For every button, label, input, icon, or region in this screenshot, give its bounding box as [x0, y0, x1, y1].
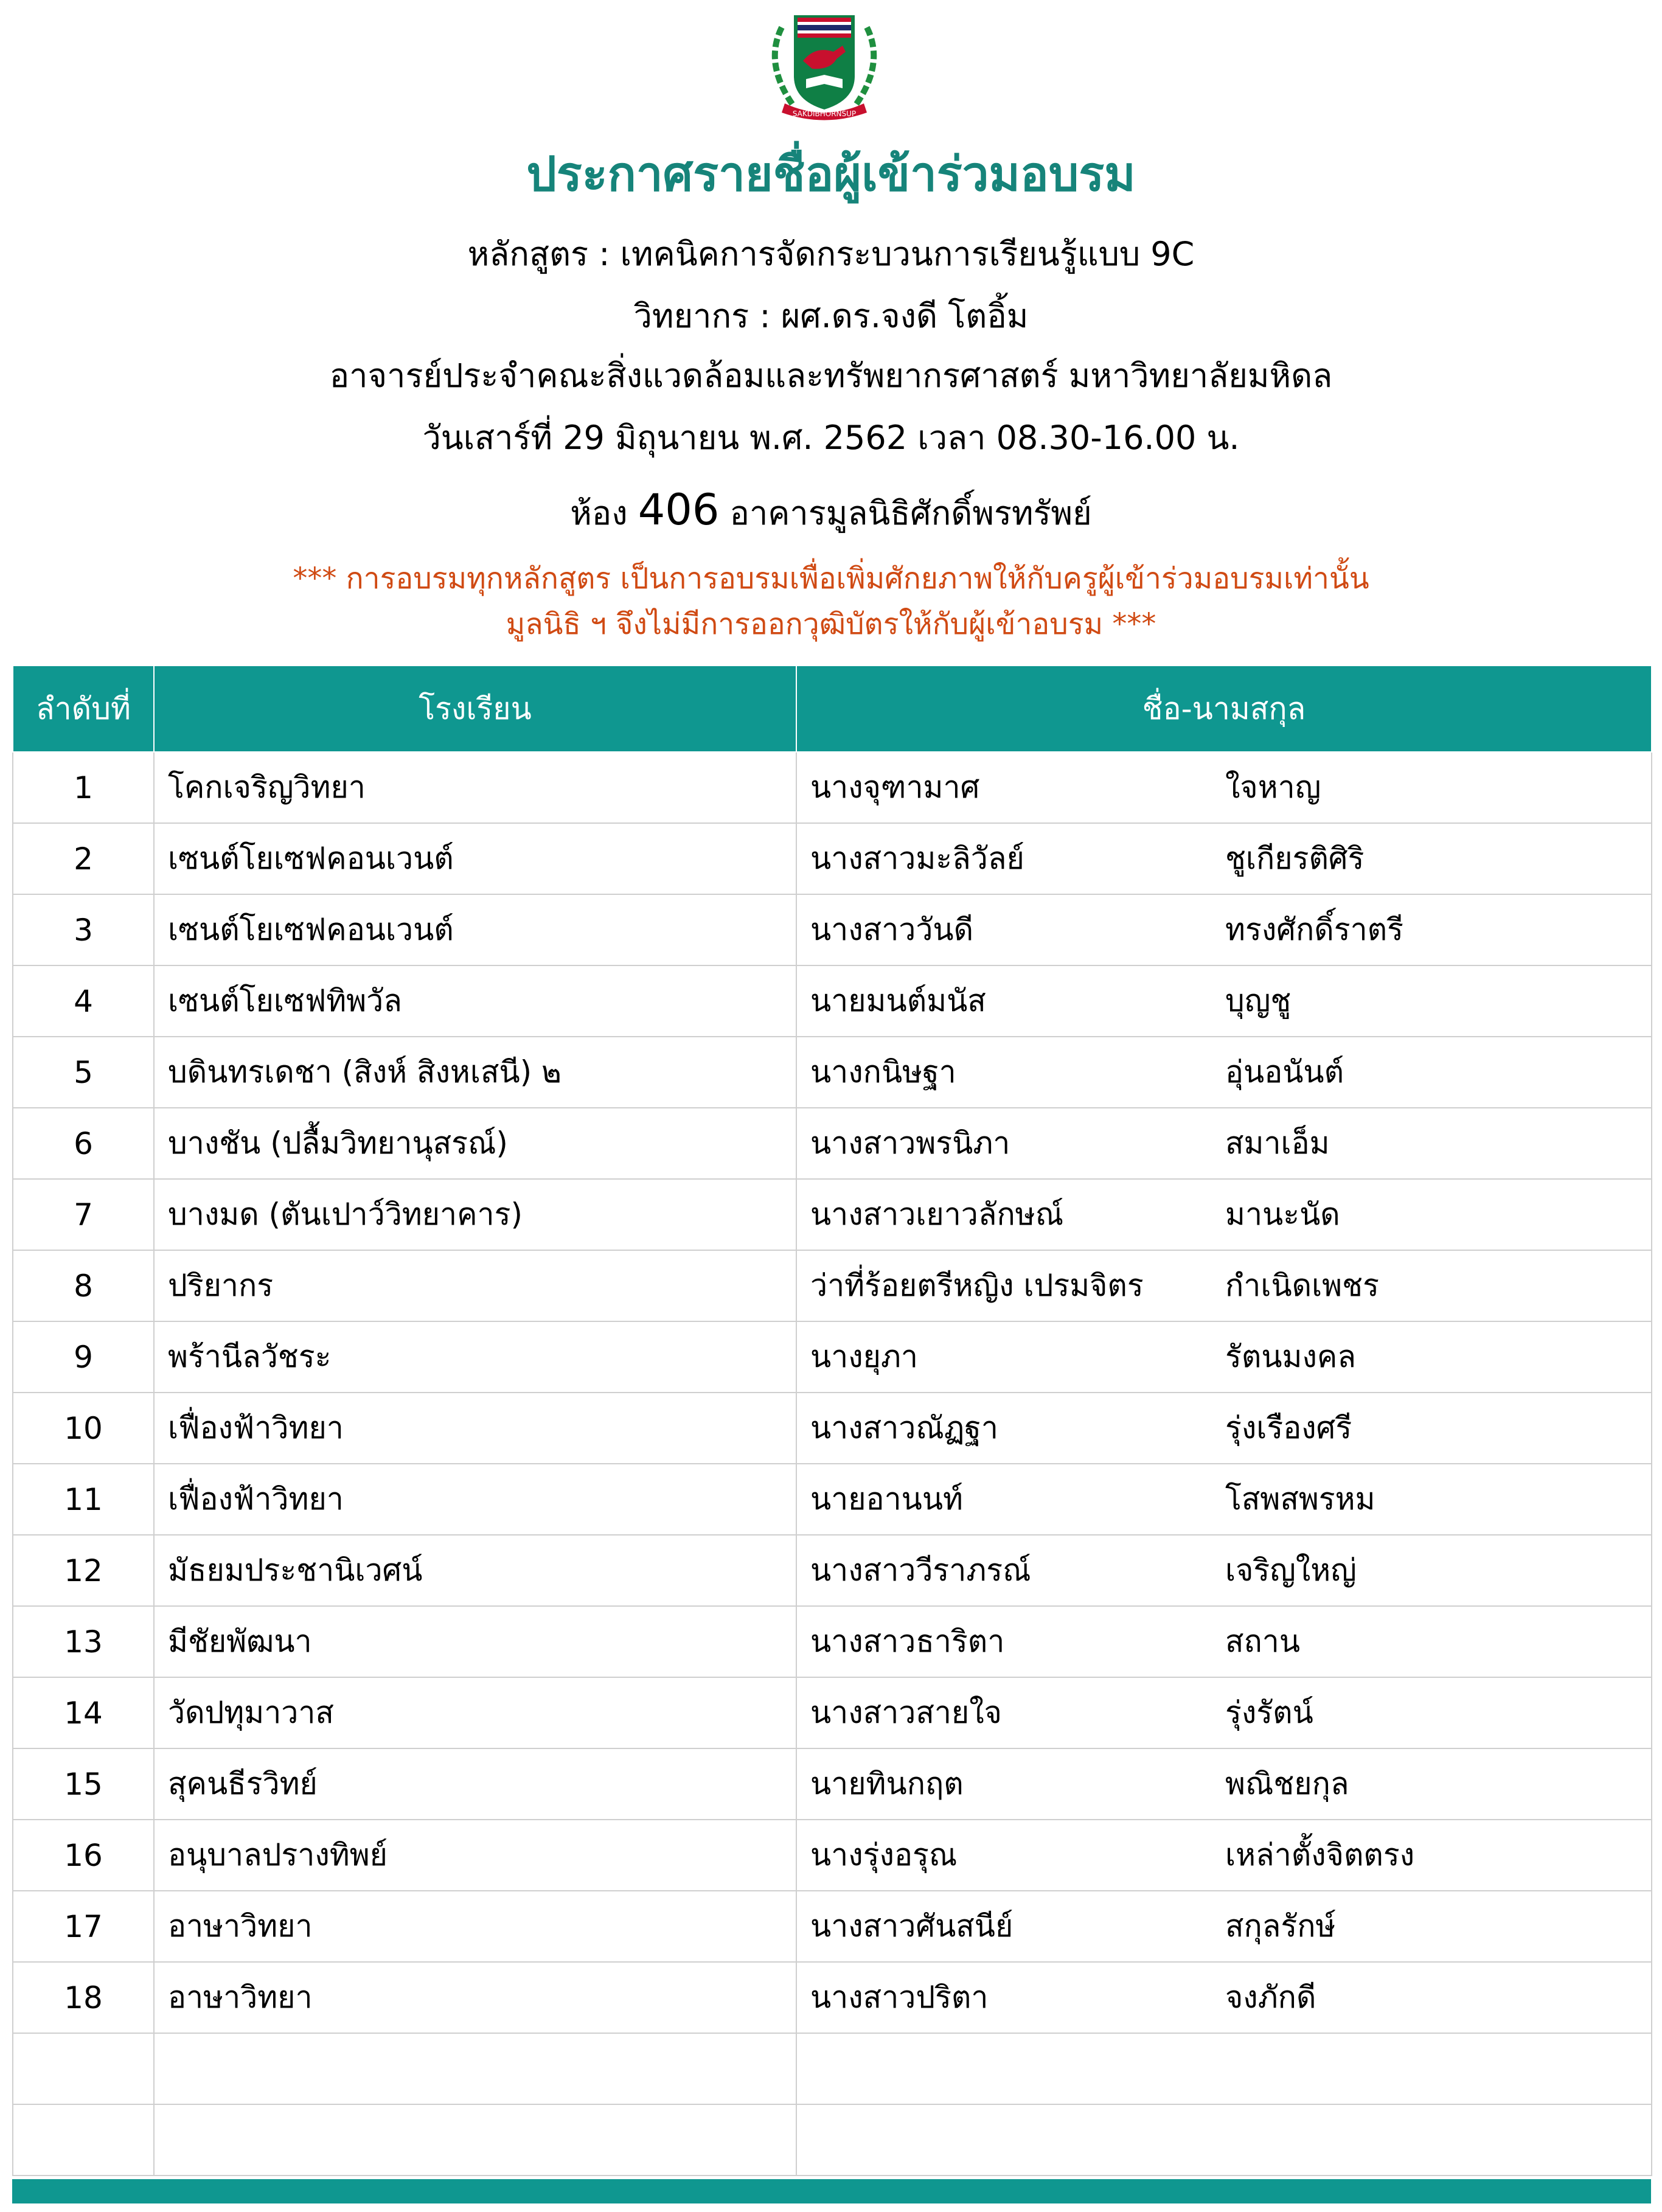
table-row — [13, 894, 1652, 965]
empty-cell — [13, 2104, 154, 2175]
empty-row — [13, 2033, 1652, 2104]
row-number: 10 — [13, 1393, 154, 1464]
empty-cell — [154, 2033, 796, 2104]
school-name: วัดปทุมาวาส — [154, 1677, 796, 1748]
note-line-2: มูลนิธิ ฯ จึงไม่มีการออกวุฒิบัตรให้กับผู้เข้าอบรม *** — [506, 607, 1156, 641]
first-name: นายทินกฤต — [810, 1766, 964, 1801]
row-number: 4 — [13, 965, 154, 1037]
school-name: เซนต์โยเซฟคอนเวนต์ — [154, 894, 796, 965]
foundation-logo — [757, 3, 891, 125]
last-name: ทรงศักดิ์ราตรี — [1225, 912, 1403, 947]
school-name: ปริยากร — [154, 1250, 796, 1321]
table-row — [13, 1535, 1652, 1606]
row-number: 14 — [13, 1677, 154, 1748]
table-row — [13, 823, 1652, 894]
last-name: ใจหาญ — [1225, 770, 1321, 805]
last-name: โสพสพรหม — [1225, 1481, 1375, 1517]
header-name: ชื่อ-นามสกุล — [796, 666, 1652, 752]
table-row — [13, 1962, 1652, 2033]
table-row — [13, 1250, 1652, 1321]
first-name: นางจุฑามาศ — [810, 770, 980, 805]
speaker-line: วิทยากร : ผศ.ดร.จงดี โตอิ้ม — [633, 297, 1029, 335]
row-number: 2 — [13, 823, 154, 894]
room-prefix: ห้อง — [570, 494, 628, 532]
school-name: สุคนธีรวิทย์ — [154, 1748, 796, 1820]
participant-name — [796, 823, 1652, 894]
first-name: นางสาวธาริตา — [810, 1624, 1005, 1659]
last-name: รุ่งรัตน์ — [1225, 1695, 1313, 1730]
school-name: อาษาวิทยา — [154, 1891, 796, 1962]
table-row — [13, 1037, 1652, 1108]
first-name: นางรุ่งอรุณ — [810, 1837, 958, 1873]
table-row — [13, 752, 1652, 823]
last-name: ชูเกียรติศิริ — [1225, 841, 1365, 876]
room-number: 406 — [638, 485, 720, 535]
bottom-bar — [12, 2179, 1651, 2203]
last-name: สมาเอ็ม — [1225, 1125, 1330, 1161]
first-name: ว่าที่ร้อยตรีหญิง เปรมจิตร — [810, 1268, 1144, 1303]
row-number: 12 — [13, 1535, 154, 1606]
last-name: กำเนิดเพชร — [1225, 1268, 1379, 1303]
school-name: บดินทรเดชา (สิงห์ สิงหเสนี) ๒ — [154, 1037, 796, 1108]
last-name: สถาน — [1225, 1624, 1301, 1659]
row-number: 18 — [13, 1962, 154, 2033]
table-row — [13, 1108, 1652, 1179]
first-name: นางสาวเยาวลักษณ์ — [810, 1197, 1064, 1232]
first-name: นางสาววีราภรณ์ — [810, 1553, 1031, 1588]
table-row — [13, 1321, 1652, 1393]
table-row — [13, 1393, 1652, 1464]
last-name: บุญชู — [1225, 983, 1292, 1018]
last-name: อุ่นอนันต์ — [1225, 1054, 1344, 1090]
participant-name — [796, 1250, 1652, 1321]
participant-name — [796, 1820, 1652, 1891]
empty-cell — [796, 2033, 1652, 2104]
note-line-1: *** การอบรมทุกหลักสูตร เป็นการอบรมเพื่อเพิ่มศักยภาพให้กับครูผู้เข้าร่วมอบรมเท่านั้น — [293, 562, 1369, 596]
first-name: นางสาวมะลิวัลย์ — [810, 841, 1024, 876]
last-name: จงภักดี — [1225, 1980, 1316, 2015]
participant-name — [796, 1108, 1652, 1179]
row-number: 17 — [13, 1891, 154, 1962]
school-name: เซนต์โยเซฟคอนเวนต์ — [154, 823, 796, 894]
school-name: อนุบาลปรางทิพย์ — [154, 1820, 796, 1891]
row-number: 6 — [13, 1108, 154, 1179]
participant-name — [796, 1393, 1652, 1464]
last-name: สกุลรักษ์ — [1225, 1908, 1336, 1944]
school-name: เฟื่องฟ้าวิทยา — [154, 1393, 796, 1464]
header-school: โรงเรียน — [154, 666, 796, 752]
empty-row — [13, 2104, 1652, 2175]
empty-cell — [13, 2033, 154, 2104]
table-row — [13, 1677, 1652, 1748]
school-name: เซนต์โยเซฟทิพวัล — [154, 965, 796, 1037]
table-row — [13, 1891, 1652, 1962]
row-number: 13 — [13, 1606, 154, 1677]
row-number: 11 — [13, 1464, 154, 1535]
last-name: รัตนมงคล — [1225, 1339, 1356, 1374]
room-line — [0, 487, 1662, 534]
row-number: 9 — [13, 1321, 154, 1393]
school-name: บางชัน (ปลื้มวิทยานุสรณ์) — [154, 1108, 796, 1179]
first-name: นางสาวปริตา — [810, 1980, 989, 2015]
logo-text: SAKDIBHORNSUP — [792, 110, 857, 118]
last-name: เหล่าตั้งจิตตรง — [1225, 1837, 1415, 1873]
school-name: บางมด (ตันเปาว์วิทยาคาร) — [154, 1179, 796, 1250]
first-name: นางสาวสายใจ — [810, 1695, 1002, 1730]
empty-cell — [154, 2104, 796, 2175]
row-number: 16 — [13, 1820, 154, 1891]
first-name: นางสาวพรนิภา — [810, 1125, 1010, 1161]
school-name: โคกเจริญวิทยา — [154, 752, 796, 823]
first-name: นายมนต์มนัส — [810, 983, 986, 1018]
participant-name — [796, 1891, 1652, 1962]
participant-name — [796, 1037, 1652, 1108]
school-name: พร้านีลวัชระ — [154, 1321, 796, 1393]
last-name: มานะนัด — [1225, 1197, 1340, 1232]
participant-name — [796, 1962, 1652, 2033]
first-name: นางสาวณัฏฐา — [810, 1410, 998, 1445]
participant-name — [796, 965, 1652, 1037]
table-row — [13, 1820, 1652, 1891]
participant-name — [796, 1535, 1652, 1606]
row-number: 3 — [13, 894, 154, 965]
table-row — [13, 965, 1652, 1037]
last-name: รุ่งเรืองศรี — [1225, 1410, 1352, 1445]
row-number: 15 — [13, 1748, 154, 1820]
first-name: นางสาวศันสนีย์ — [810, 1908, 1014, 1944]
participant-name — [796, 1748, 1652, 1820]
first-name: นางกนิษฐา — [810, 1054, 956, 1090]
participant-name — [796, 1677, 1652, 1748]
table-row — [13, 1606, 1652, 1677]
header-no: ลำดับที่ — [13, 666, 154, 752]
participant-name — [796, 752, 1652, 823]
room-suffix: อาคารมูลนิธิศักดิ์พรทรัพย์ — [729, 494, 1092, 532]
last-name: เจริญใหญ่ — [1225, 1553, 1357, 1588]
participant-name — [796, 1606, 1652, 1677]
participant-name — [796, 1179, 1652, 1250]
empty-cell — [796, 2104, 1652, 2175]
table-row — [13, 1179, 1652, 1250]
participants-table — [12, 666, 1652, 2176]
course-line: หลักสูตร : เทคนิคการจัดกระบวนการเรียนรู้แบบ 9C — [467, 235, 1195, 273]
affiliation-line: อาจารย์ประจำคณะสิ่งแวดล้อมและทรัพยากรศาสตร์ มหาวิทยาลัยมหิดล — [329, 356, 1333, 395]
datetime-line: วันเสาร์ที่ 29 มิถุนายน พ.ศ. 2562 เวลา 08.30-16.00 น. — [422, 419, 1240, 457]
table-row — [13, 1748, 1652, 1820]
last-name: พณิชยกุล — [1225, 1766, 1349, 1801]
school-name: เฟื่องฟ้าวิทยา — [154, 1464, 796, 1535]
row-number: 8 — [13, 1250, 154, 1321]
first-name: นางสาววันดี — [810, 912, 974, 947]
row-number: 1 — [13, 752, 154, 823]
first-name: นายอานนท์ — [810, 1481, 963, 1517]
row-number: 5 — [13, 1037, 154, 1108]
participant-name — [796, 1464, 1652, 1535]
school-name: มีชัยพัฒนา — [154, 1606, 796, 1677]
table-header-row — [13, 666, 1652, 752]
table-row — [13, 1464, 1652, 1535]
row-number: 7 — [13, 1179, 154, 1250]
school-name: มัธยมประชานิเวศน์ — [154, 1535, 796, 1606]
page-title: ประกาศรายชื่อผู้เข้าร่วมอบรม — [526, 147, 1136, 202]
participant-name — [796, 1321, 1652, 1393]
school-name: อาษาวิทยา — [154, 1962, 796, 2033]
first-name: นางยุภา — [810, 1339, 919, 1374]
participant-name — [796, 894, 1652, 965]
